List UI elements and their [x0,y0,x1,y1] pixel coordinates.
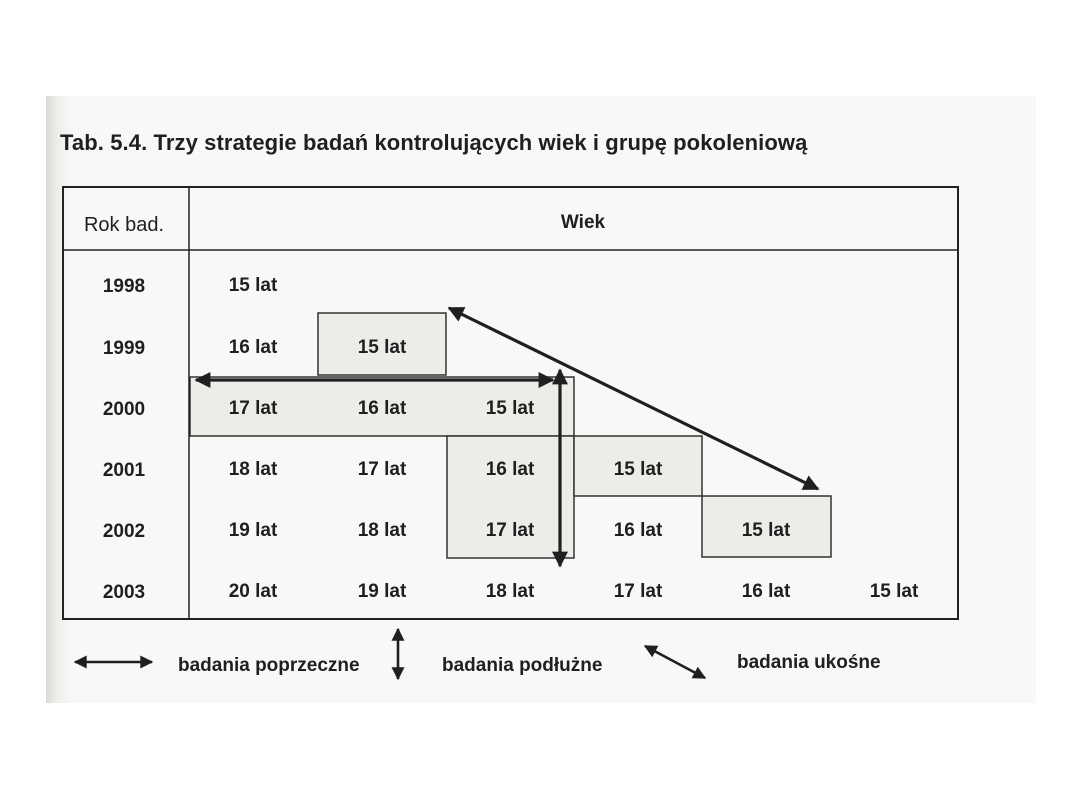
age-cell: 19 lat [357,581,407,602]
age-cell: 20 lat [228,581,278,602]
age-cell: 16 lat [228,337,278,358]
legend-diagonal-label: badania ukośne [737,652,881,673]
legend-cross-sectional-label: badania poprzeczne [178,655,360,676]
legend-longitudinal-label: badania podłużne [442,655,603,676]
age-cell: 16 lat [485,459,535,480]
age-cell: 18 lat [357,520,407,541]
age-cell: 18 lat [228,459,278,480]
header-year: Rok bad. [83,214,165,236]
age-cell: 15 lat [613,459,663,480]
age-cell: 16 lat [357,398,407,419]
age-cell: 17 lat [357,459,407,480]
age-cell: 18 lat [485,581,535,602]
row-year-2001: 2001 [102,460,146,481]
age-cell: 17 lat [613,581,663,602]
age-cell: 16 lat [613,520,663,541]
row-year-2003: 2003 [102,582,146,603]
age-cell: 17 lat [228,398,278,419]
age-cell: 16 lat [741,581,791,602]
age-cell: 15 lat [869,581,919,602]
row-year-1999: 1999 [102,338,146,359]
age-cell: 15 lat [741,520,791,541]
age-cell: 17 lat [485,520,535,541]
row-year-2002: 2002 [102,521,146,542]
age-cell: 15 lat [357,337,407,358]
header-age: Wiek [560,212,606,233]
age-cell: 15 lat [228,275,278,296]
row-year-1998: 1998 [102,276,146,297]
table-title: Tab. 5.4. Trzy strategie badań kontrolujących wiek i grupę pokoleniową [60,130,808,155]
legend-diagonal-arrow-icon [645,646,705,678]
age-cell: 19 lat [228,520,278,541]
age-cell: 15 lat [485,398,535,419]
row-year-2000: 2000 [102,399,146,420]
